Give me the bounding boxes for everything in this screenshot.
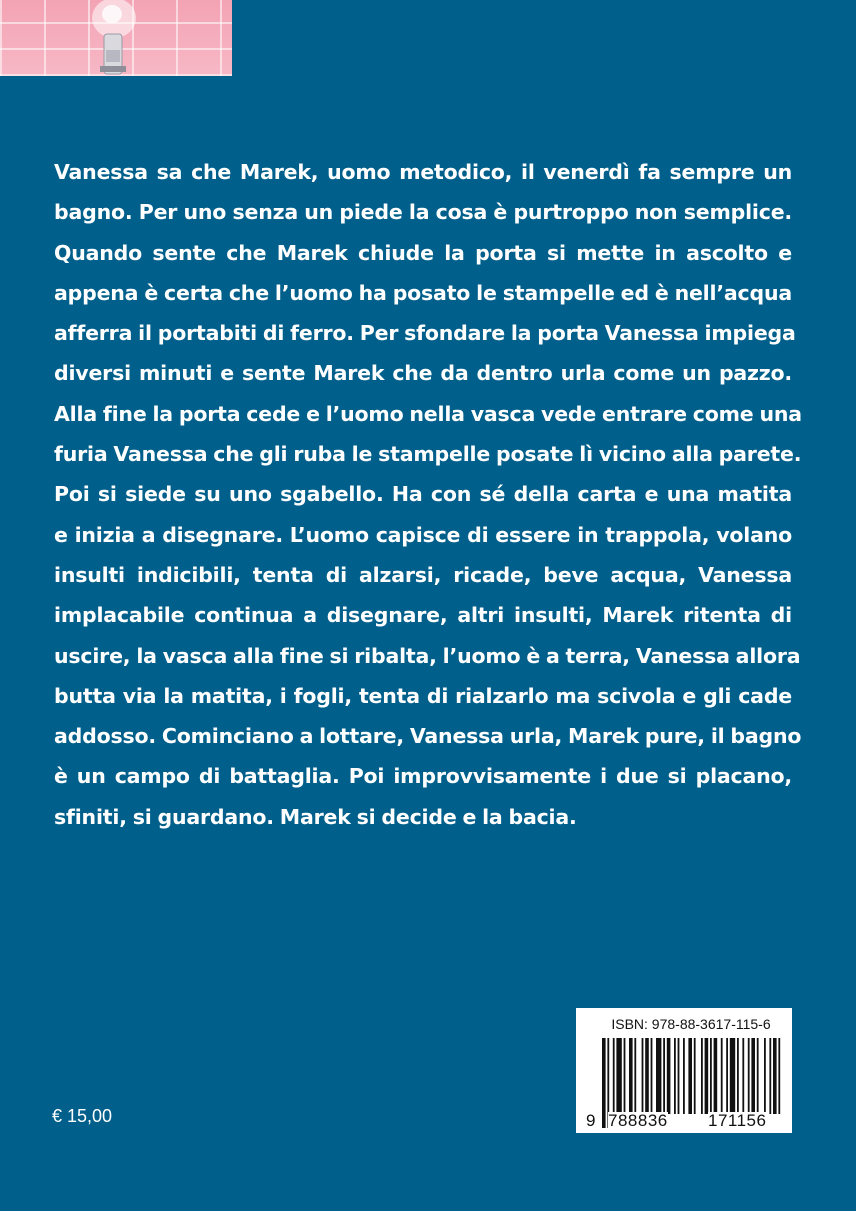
barcode-bar bbox=[683, 1038, 685, 1114]
barcode-bar bbox=[663, 1038, 665, 1114]
synopsis-line: Quando sente che Marek chiude la porta si mette in ascolto e bbox=[54, 240, 792, 265]
synopsis-line: furia Vanessa che gli ruba le stampelle posate lì vicino alla parete. bbox=[54, 442, 802, 467]
synopsis-line: diversi minuti e sente Marek che da dentro urla come un pazzo. bbox=[54, 361, 792, 386]
barcode-bar bbox=[613, 1038, 615, 1114]
barcode-bar bbox=[624, 1038, 626, 1114]
barcode-bar bbox=[602, 1038, 606, 1128]
barcode-bar bbox=[667, 1038, 671, 1114]
barcode-bar bbox=[730, 1038, 735, 1114]
synopsis-line: uscire, la vasca alla fine si ribalta, l’uomo è a terra, Vanessa allora bbox=[54, 643, 801, 668]
synopsis-line: bagno. Per uno senza un piede la cosa è purtroppo non semplice. bbox=[54, 200, 792, 225]
synopsis-line: Poi si siede su uno sgabello. Ha con sé della carta e una matita bbox=[54, 482, 792, 507]
barcode-bar bbox=[748, 1038, 750, 1114]
synopsis-line: butta via la matita, i fogli, tenta di rialzarlo ma scivola e gli cade bbox=[54, 683, 792, 708]
barcode-bar bbox=[634, 1038, 636, 1114]
barcode-bar bbox=[645, 1038, 649, 1114]
synopsis-line: Alla fine la porta cede e l’uomo nella vasca vede entrare come una bbox=[54, 401, 802, 426]
barcode-bar bbox=[688, 1038, 692, 1114]
synopsis-line: afferra il portabiti di ferro. Per sfondare la porta Vanessa impiega bbox=[54, 321, 796, 346]
book-synopsis bbox=[54, 152, 802, 837]
barcode-bar bbox=[674, 1038, 676, 1114]
isbn-label: ISBN: 978-88-3617-115-6 bbox=[611, 1016, 771, 1032]
barcode-bar bbox=[701, 1038, 703, 1114]
barcode-bar bbox=[737, 1038, 739, 1114]
barcode-bar bbox=[642, 1038, 644, 1114]
synopsis-line: sfiniti, si guardano. Marek si decide e la bacia. bbox=[54, 804, 577, 829]
barcode-digits-left: 788836 bbox=[608, 1111, 668, 1130]
synopsis-line: addosso. Cominciano a lottare, Vanessa urla, Marek pure, il bagno bbox=[54, 724, 802, 749]
barcode-bar bbox=[616, 1038, 621, 1114]
synopsis-line: implacabile continua a disegnare, altri insulti, Marek ritenta di bbox=[54, 603, 792, 628]
barcode-bar bbox=[656, 1038, 661, 1114]
barcode-bar bbox=[705, 1038, 709, 1114]
barcode-bar bbox=[773, 1038, 777, 1114]
barcode-bar bbox=[764, 1038, 766, 1114]
synopsis-line: insulti indicibili, tenta di alzarsi, ricade, beve acqua, Vanessa bbox=[54, 562, 792, 587]
barcode-bar bbox=[714, 1038, 718, 1114]
barcode-bar bbox=[757, 1038, 759, 1114]
barcode-bar bbox=[651, 1038, 653, 1114]
barcode-digit-first: 9 bbox=[586, 1111, 596, 1130]
barcode-bar bbox=[742, 1038, 744, 1114]
barcode-digits-right: 171156 bbox=[708, 1111, 767, 1130]
synopsis-line: e inizia a disegnare. L’uomo capisce di essere in trappola, volano bbox=[54, 522, 792, 547]
barcode-bar bbox=[678, 1038, 680, 1114]
barcode-bar bbox=[710, 1038, 712, 1114]
synopsis-line: è un campo di battaglia. Poi improvvisamente i due si placano, bbox=[54, 764, 792, 789]
cover-thumbnail-image bbox=[0, 0, 232, 76]
barcode-bar bbox=[778, 1038, 780, 1114]
barcode-bar bbox=[694, 1038, 696, 1114]
wall-hook-illustration bbox=[0, 0, 232, 76]
isbn-barcode bbox=[576, 1008, 792, 1133]
barcode-bar bbox=[769, 1038, 771, 1114]
synopsis-line: appena è certa che l’uomo ha posato le stampelle ed è nell’acqua bbox=[54, 280, 792, 305]
barcode-bar bbox=[751, 1038, 755, 1114]
barcode-bar bbox=[629, 1038, 633, 1114]
synopsis-line: Vanessa sa che Marek, uomo metodico, il venerdì fa sempre un bbox=[54, 160, 792, 184]
price-label: € 15,00 bbox=[52, 1106, 113, 1126]
